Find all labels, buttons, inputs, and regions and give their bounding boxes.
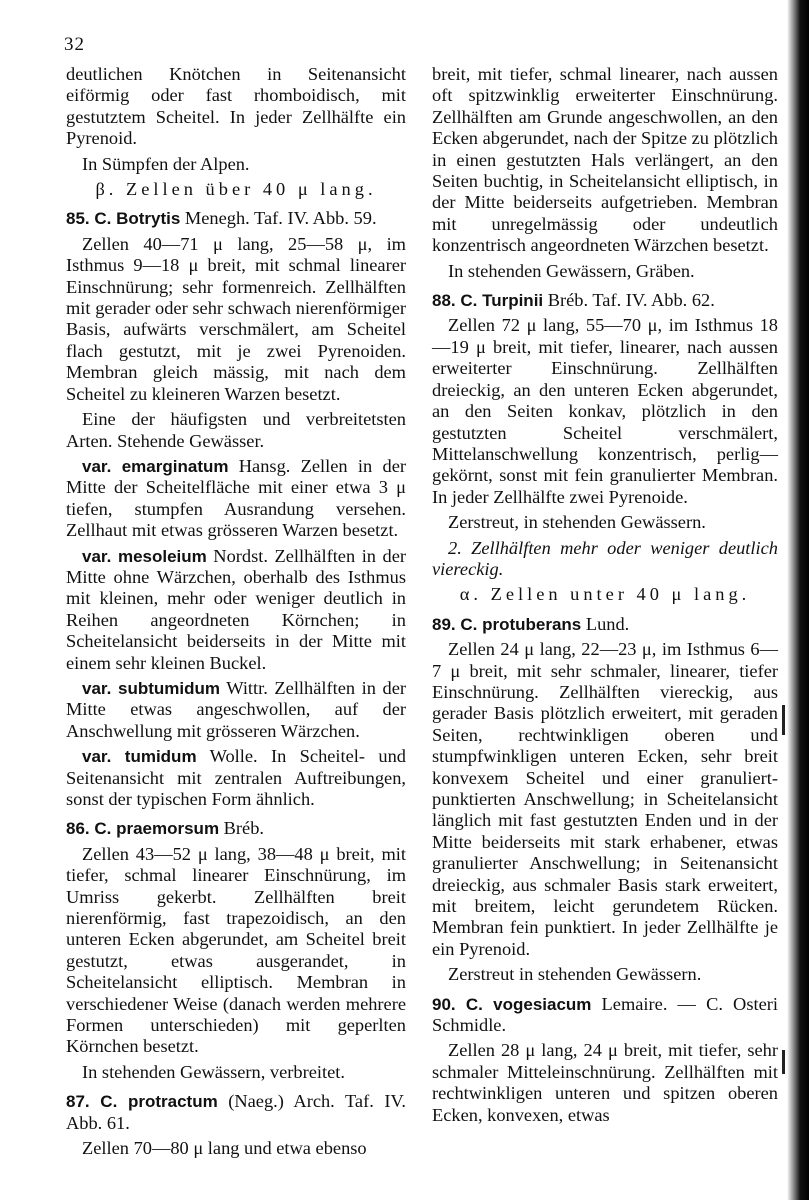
section-heading: 2. Zellhälften mehr oder weniger deutlich viereckig. [432,537,778,579]
species-entry [66,208,406,229]
right-text-column [432,64,778,1130]
species-entry [66,818,406,839]
entry-text: Hansg. Zellen in der Mitte der Scheitelfläche mit einer etwa 3 μ tiefen, stumpfen Ausrandung versehen. Zellhaut mit etwas grösseren Warzen besetzt. [66,455,406,541]
paragraph: Zellen 28 μ lang, 24 μ breit, mit tiefer, sehr schmaler Mitteleinschnürung. Zellhälften mit rechtwinkligen unteren und spitzen oberen Ecken, konvexen, etwas [432,1040,778,1125]
paragraph: Zellen 72 μ lang, 55—70 μ, im Isthmus 18—19 μ breit, mit tiefer, linearer, nach aussen erweiterter Einschnürung. Zellhälften dreieckig, an den unteren Ecken abgerundet, an den Seiten konkav, plötzlich in den gestutzten Scheitel verschmälert, Mittelanschwellung konzentrisch, perlig—gekörnt, sonst mit fein granulierter Membran. In jeder Zellhälfte zwei Pyrenoide. [432,315,778,507]
variety-entry [66,678,406,742]
entry-text: Nordst. Zellhälften in der Mitte ohne Wärzchen, oberhalb des Isthmus mit kleinen, mehr oder weniger deutlich in Reihen angeordneten Körnchen; in Scheitelansicht beiderseits in der Mitte mit einem sehr kleinen Buckel. [66,545,407,673]
scan-edge-mark [782,1050,785,1074]
entry-text: Bréb. [219,818,265,839]
paragraph: In stehenden Gewässern, Gräben. [448,260,695,281]
variety-entry [66,546,406,674]
variety-heading: var. tumidum [82,747,197,767]
scan-page-edge [787,0,809,1200]
variety-entry [66,456,406,542]
species-heading: 87. C. protractum [66,1092,218,1112]
paragraph: Zellen 40—71 μ lang, 25—58 μ, im Isthmus 9—18 μ breit, mit schmal linearer Einschnürung; sehr formenreich. Zellhälften mit gerader oder sehr schwach nierenförmiger Basis, aufwärts verschmälert, am Scheitel flach gestutzt, mit je zwei Pyrenoiden. Membran gleich mässig, mit nach dem Scheitel zu kleineren Warzen besetzt. [66,233,406,404]
species-heading: 85. C. Botrytis [66,209,181,229]
paragraph: Zerstreut in stehenden Gewässern. [448,964,702,985]
entry-text: Menegh. Taf. IV. Abb. 59. [180,208,377,229]
page-number: 32 [64,34,85,55]
paragraph: Zellen 43—52 μ lang, 38—48 μ breit, mit tiefer, schmal linearer Einschnürung, im Umriss gekerbt. Zellhälften breit nierenförmig, fast trapezoidisch, an den unteren Ecken abgerundet, am Scheitel breit gestutzt, etwas ausgerandet, in Scheitelansicht elliptisch. Membran in verschiedener Weise (danach werden mehrere Formen unterschieden) mit geperlten Körnchen besetzt. [66,843,406,1057]
paragraph: In stehenden Gewässern, verbreitet. [82,1061,345,1082]
entry-text: Lund. [581,613,630,634]
entry-text: Wittr. Zellhälften in der Mitte etwas angeschwollen, auf der Anschwellung mit grösseren Wärzchen. [66,677,406,741]
scan-edge-mark [782,705,785,735]
paragraph: Zellen 70—80 μ lang und etwa ebenso [82,1138,367,1159]
species-entry [432,290,778,311]
entry-text: Wolle. In Scheitel- und Seitenansicht mit zentralen Auftreibungen, sonst der typischen Form ähnlich. [66,746,406,809]
paragraph: Zellen 24 μ lang, 22—23 μ, im Isthmus 6—7 μ breit, mit sehr schmaler, linearer, tiefer Einschnürung. Zellhälften viereckig, aus gerader Basis plötzlich erweitert, mit geraden Seiten, rechtwinkligen oberen und stumpfwinkligen unteren Ecken, sehr breit konvexem Scheitel und einer granuliert-punktierten Anschwellung; in Scheitelansicht länglich mit fast gestutzten Enden und in der Mitte beiderseits mit stark erhabener, etwas granulierter Anschwellung; in Seitenansicht dreieckig, aus schmaler Basis stark erweitert, mit breitem, leicht gerundetem Rücken. Membran fein punktiert. In jeder Zellhälfte je ein Pyrenoid. [432,639,778,959]
entry-text: (Naeg.) Arch. Taf. IV. Abb. 61. [66,1091,406,1133]
species-entry [432,994,778,1037]
paragraph: Zerstreut, in stehenden Gewässern. [448,512,706,533]
entry-text: Lemaire. — C. Osteri Schmidle. [432,993,779,1036]
left-text-column [66,64,406,1164]
variety-entry [66,746,406,810]
variety-heading: var. mesoleium [82,546,207,566]
species-entry [432,614,778,635]
species-heading: 90. C. vogesiacum [432,994,592,1014]
paragraph: deutlichen Knötchen in Seitenansicht eiförmig oder fast rhomboidisch, mit gestutztem Scheitel. In jeder Zellhälfte ein Pyrenoid. [66,64,406,149]
variety-heading: var. emarginatum [82,456,229,476]
paragraph: breit, mit tiefer, schmal linearer, nach aussen oft spitzwinklig erweiterter Einschnürung. Zellhälften am Grunde angeschwollen, an den Ecken abgerundet, nach der Spitze zu plötzlich in einen gestutzten Hals verlängert, an den Seiten buchtig, in Scheitelansicht elliptisch, in der Mitte beiderseits aufgetrieben. Membran mit unregelmässig oder undeutlich konzentrisch angeordneten Wärzchen besetzt. [432,64,778,256]
variety-heading: var. subtumidum [82,678,220,698]
section-heading: β. Zellen über 40 μ lang. [95,179,377,200]
paragraph: In Sümpfen der Alpen. [82,153,250,174]
entry-text: Bréb. Taf. IV. Abb. 62. [543,290,715,311]
species-heading: 88. C. Turpinii [432,291,544,311]
species-heading: 86. C. praemorsum [66,819,220,839]
species-heading: 89. C. protuberans [432,614,582,634]
paragraph: Eine der häufigsten und verbreitetsten Arten. Stehende Gewässer. [66,409,406,451]
species-entry [66,1091,406,1134]
section-heading: α. Zellen unter 40 μ lang. [459,584,751,605]
